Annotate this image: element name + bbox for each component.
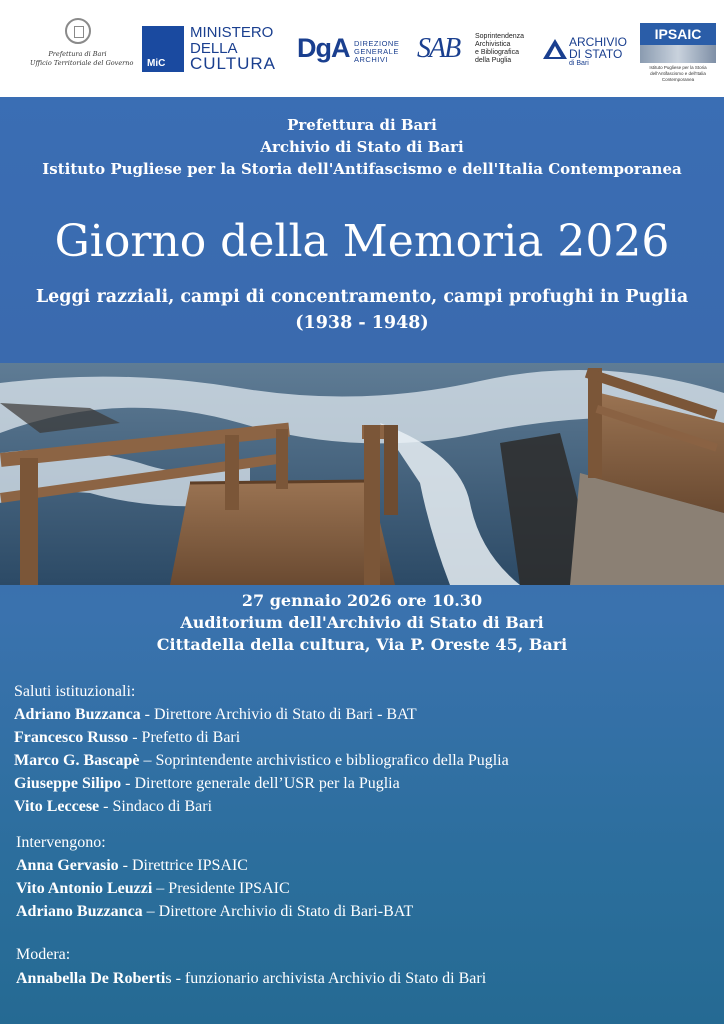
separator: - [121, 775, 135, 792]
modera-row [16, 970, 486, 988]
saluti-row [14, 729, 240, 747]
speaker-role: Direttore Archivio di Stato di Bari - BAT [154, 706, 417, 723]
saluti-row [14, 775, 400, 793]
speaker-role: Direttore Archivio di Stato di Bari-BAT [158, 903, 414, 920]
event-address: Cittadella della cultura, Via P. Oreste 45, Bari [156, 635, 568, 654]
speaker-name: Giuseppe Silipo [14, 775, 122, 792]
intervengono-row [16, 880, 290, 898]
saluti-row [14, 798, 212, 816]
ipsaic-photo-icon [640, 45, 716, 63]
mic-badge-icon: MiC [142, 26, 184, 72]
speaker-role: Direttore generale dell’USR per la Puglia [134, 775, 400, 792]
speaker-name: Francesco Russo [14, 729, 129, 746]
speaker-name: Adriano Buzzanca [16, 903, 143, 920]
event-venue: Auditorium dell'Archivio di Stato di Bari [180, 613, 544, 632]
intervengono-row [16, 857, 248, 875]
separator: - [99, 798, 113, 815]
prefettura-logo-line1: Prefettura di Bari [48, 50, 107, 58]
asb-line3: di Bari [569, 60, 589, 67]
dga-logo [297, 33, 407, 69]
intervengono-heading: Intervengono: [16, 834, 106, 851]
separator: - [118, 857, 132, 874]
sab-line4: della Puglia [475, 57, 512, 64]
separator: – [152, 880, 169, 897]
dga-mark: DgA [297, 33, 350, 63]
mic-line1: MINISTERO [190, 24, 274, 41]
speaker-name-tail: s [165, 970, 172, 987]
saluti-row [14, 706, 417, 724]
sab-line1: Soprintendenza [475, 33, 525, 40]
organizer-3: Istituto Pugliese per la Storia dell'Antifascismo e dell'Italia Contemporanea [42, 160, 682, 178]
sab-line3: e Bibliografica [475, 49, 519, 56]
dga-line2: GENERALE [354, 47, 399, 56]
archivio-stato-logo [543, 35, 635, 71]
speaker-role: Sindaco di Bari [112, 798, 213, 815]
sab-line2: Archivistica [475, 41, 511, 48]
speaker-role: Soprintendente archivistico e bibliografico della Puglia [155, 752, 509, 769]
ipsaic-caption: Istituto Pugliese per la Storia dell'Antifascismo e dell'Italia Contemporanea [649, 65, 707, 82]
separator: - [140, 706, 154, 723]
prefettura-logo [30, 18, 134, 78]
pier-photo-icon [0, 363, 724, 585]
speaker-name: Marco G. Bascapè [14, 752, 140, 769]
ipsaic-logo [640, 23, 716, 81]
mic-line3: CULTURA [190, 54, 277, 73]
sab-mark: SAB [417, 33, 460, 64]
mic-line2: DELLA [190, 40, 238, 57]
asb-line1: ARCHIVIO [569, 35, 628, 49]
archivio-triangle-icon [543, 39, 567, 59]
separator: – [139, 752, 156, 769]
prefettura-logo-line2: Ufficio Territoriale del Governo [30, 59, 134, 67]
logo-bar [0, 0, 724, 97]
speaker-name: Adriano Buzzanca [14, 706, 141, 723]
organizer-2: Archivio di Stato di Bari [260, 138, 464, 156]
subtitle-line1: Leggi razziali, campi di concentramento, campi profughi in Puglia [35, 287, 689, 307]
subtitle-line2: (1938 - 1948) [295, 313, 429, 333]
pier-photo [0, 363, 724, 585]
separator: - [128, 729, 142, 746]
speaker-role: funzionario archivista Archivio di Stato di Bari [184, 970, 487, 987]
speaker-name: Vito Antonio Leuzzi [16, 880, 153, 897]
saluti-row [14, 752, 509, 770]
speaker-name: Anna Gervasio [16, 857, 119, 874]
speaker-role: Prefetto di Bari [141, 729, 241, 746]
dga-line1: DIREZIONE [354, 39, 400, 48]
asb-line2: DI STATO [569, 47, 623, 61]
speaker-role: Direttrice IPSAIC [132, 857, 248, 874]
mic-logo [142, 26, 287, 74]
sab-logo [417, 33, 532, 73]
speaker-name: Vito Leccese [14, 798, 100, 815]
modera-heading: Modera: [16, 946, 71, 963]
speaker-name: Annabella De Roberti [16, 970, 166, 987]
organizer-1: Prefettura di Bari [287, 116, 437, 134]
intervengono-row [16, 903, 413, 921]
speaker-role: Presidente IPSAIC [168, 880, 290, 897]
ipsaic-name: IPSAIC [640, 23, 716, 45]
separator: - [171, 970, 185, 987]
saluti-heading: Saluti istituzionali: [14, 683, 136, 700]
separator: – [142, 903, 159, 920]
event-datetime: 27 gennaio 2026 ore 10.30 [241, 591, 483, 610]
italian-emblem-icon [65, 18, 91, 44]
dga-line3: ARCHIVI [354, 55, 388, 64]
page-title: Giorno della Memoria 2026 [54, 216, 670, 267]
